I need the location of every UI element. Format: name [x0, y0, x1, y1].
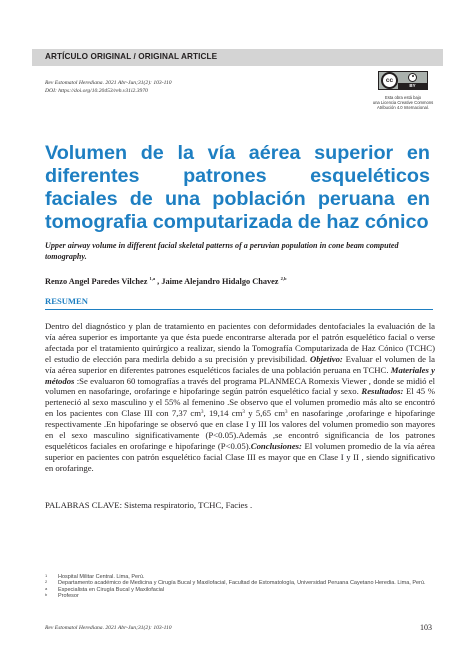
footer-journal-reference: Rev Estomatol Herediana. 2021 Abr-Jun;31(2): 103-110 [45, 625, 172, 631]
footnotes [45, 574, 433, 600]
author-affiliation-mark: 1,a [149, 276, 156, 281]
footnote-number: 1 [45, 573, 48, 578]
footnote-text: Especialista en Cirugía Bucal y Maxilofacial [58, 586, 165, 593]
page-number: 103 [420, 623, 432, 632]
english-title: Upper airway volume in different facial skeletal patterns of a peruvian population in cone beam computed tomography. [45, 241, 399, 261]
footnote-number: a [45, 585, 48, 591]
conclusions-label: Conclusiones: [250, 440, 302, 451]
license-caption-line: Atribución 4.0 Internacional. [377, 105, 429, 111]
heading-rule [45, 309, 433, 310]
footnote-text: Hospital Militar Central. Lima, Perú. [58, 574, 145, 580]
results-text: en nasofaringe ,orofaringe e hipofaringe respectivamente .En hipofaringe se observó que en clase I y III los valores del volumen promedio son mayores en el sexo masculino significativamente (P<0.05).Además ,se encontró significancia de los patrones esqueléticos faciales en orofaringe e hipofaringe (P<0.05). [45, 408, 435, 451]
author-separator: , [157, 277, 162, 286]
methods-text: :Se evaluaron 60 tomografías a través del programa PLANMECA Romexis Viewer , donde se midió el volumen en nasofaringe, orofaringe e hipofaringe según patrón esquelético facial y sexo. [45, 375, 435, 397]
author-name: Renzo Angel Paredes Vilchez [45, 277, 148, 286]
authors-line [45, 276, 433, 286]
conclusions-text: El volumen promedio de la vía aérea superior en pacientes con patrón esquelético facial Clase III es mayor que en Clase I y II , siendo significativo en orofaringe. [45, 440, 435, 473]
cc-by-license-badge[interactable] [378, 71, 428, 90]
footnote [45, 593, 433, 599]
footnote-number: b [45, 592, 48, 598]
results-text: , 19,14 cm [203, 408, 243, 419]
license-caption-line: Esta obra está bajo [384, 95, 422, 100]
results-label: Resultados: [361, 386, 404, 397]
results-text: El 45 % perteneció al sexo masculino y el 55% al femenino .Se observo que el volumen promedio más alto se encontró en los pacientes con Clase III con 7,37 cm [45, 386, 435, 419]
attribution-person-icon [408, 73, 417, 82]
objective-label: Objetivo: [310, 353, 343, 364]
footnote-text: Departamento académico de Medicina y Cirugía Bucal y Maxilofacial, Facultad de Estomatología, Universidad Peruana Cayetano Heredia. Lima, Perú. [58, 580, 426, 587]
cubic-superscript: 3 [242, 410, 245, 416]
license-caption [368, 95, 438, 111]
footnote-number: 2 [45, 579, 48, 585]
article-title: Volumen de la vía aérea superior en diferentes patrones esqueléticos faciales de una población peruana en tomografia computarizada de haz cónico [45, 142, 430, 233]
section-label: ARTÍCULO ORIGINAL / ORIGINAL ARTICLE [45, 52, 218, 61]
methods-label: Materiales y métodos [45, 364, 436, 386]
footnote-text: Profesor [58, 593, 79, 600]
results-text: y 5,65 cm [244, 408, 285, 419]
author-affiliation-mark: 2,b [280, 276, 287, 281]
journal-reference: Rev Estomatol Herediana. 2021 Abr-Jun;31(2): 103-110 [45, 80, 172, 86]
objective-text: Evaluar el volumen de la vía aérea superior en diferentes patrones esqueléticos faciales de una población peruana en TCHC. [45, 353, 436, 375]
resumen-heading: RESUMEN [45, 296, 88, 306]
creative-commons-icon: cc [381, 72, 398, 89]
keywords: PALABRAS CLAVE: Sistema respiratorio, TCHC, Facies . [45, 500, 253, 510]
author-name: Jaime Alejandro Hidalgo Chavez [161, 277, 279, 286]
cubic-superscript: 3 [200, 410, 204, 416]
license-caption-line[interactable]: una Licencia Creative Commons [372, 100, 434, 106]
abstract-intro: Dentro del diagnóstico y plan de tratamiento en pacientes con deformidades dentofaciales la evaluación de la vía aérea superior es importante ya que ésta puede encontrarse alterada por el patrón esquelético facial o verse afectada por el tratamiento quirúrgico a realizar, siendo la Tomografía Computarizada de Haz Cónico (TCHC) el estudio de elección para medirla debido a su precisión y previsibilidad. [45, 321, 435, 364]
doi-link[interactable]: DOI: https://doi.org/10.20453/reh.v31i2.3970 [45, 88, 148, 94]
by-label: BY [398, 83, 427, 89]
cubic-superscript: 3 [285, 410, 288, 416]
by-attribution-block [398, 72, 427, 89]
abstract-text [45, 321, 435, 474]
